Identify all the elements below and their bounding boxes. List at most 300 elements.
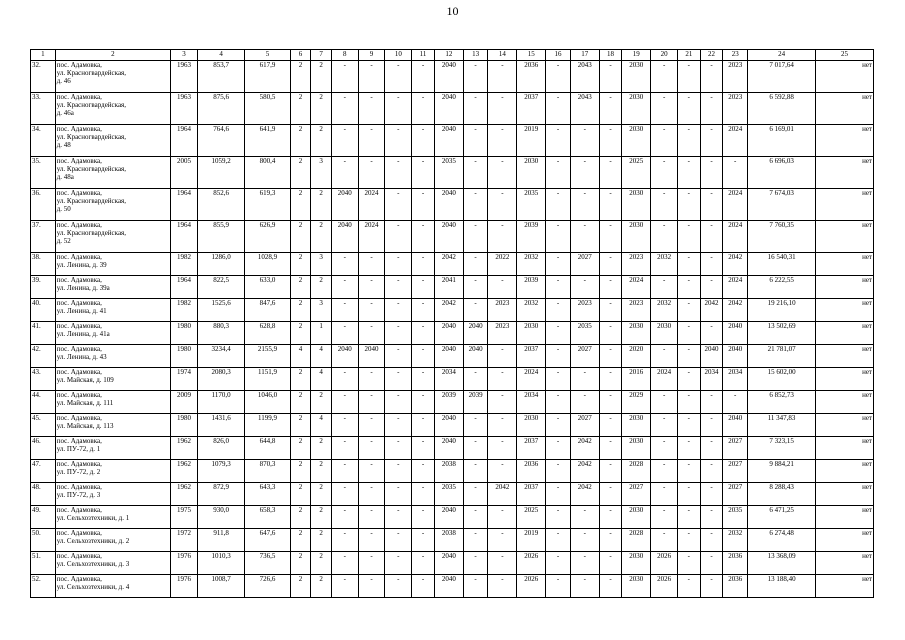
value-cell: - <box>412 125 435 157</box>
value-cell: - <box>546 552 571 575</box>
value-cell: 2040 <box>434 345 463 368</box>
value-cell: нет <box>816 189 874 221</box>
value-cell: 2024 <box>723 221 748 253</box>
value-cell: - <box>546 189 571 221</box>
value-cell: - <box>700 61 723 93</box>
column-number: 13 <box>463 50 488 61</box>
table-row <box>31 299 874 322</box>
value-cell: - <box>570 125 599 157</box>
value-cell: - <box>331 575 358 598</box>
value-cell: - <box>412 253 435 276</box>
value-cell: 2042 <box>570 460 599 483</box>
value-cell: - <box>463 276 488 299</box>
value-cell: - <box>546 437 571 460</box>
value-cell: - <box>412 157 435 189</box>
value-cell: 764,6 <box>197 125 244 157</box>
value-cell: - <box>700 221 723 253</box>
value-cell: - <box>599 299 622 322</box>
value-cell: 2030 <box>622 189 651 221</box>
value-cell: - <box>463 157 488 189</box>
address-line: ул. Сельхозтехники, д. 2 <box>56 537 130 545</box>
value-cell: - <box>546 253 571 276</box>
value-cell: 2 <box>311 391 332 414</box>
value-cell: - <box>331 391 358 414</box>
value-cell: 2 <box>290 575 311 598</box>
value-cell: - <box>678 322 701 345</box>
address-line: пос. Адамовка, <box>56 368 102 376</box>
value-cell: - <box>678 368 701 391</box>
value-cell: нет <box>816 93 874 125</box>
value-cell: 2040 <box>358 345 385 368</box>
value-cell: нет <box>816 552 874 575</box>
address-line: пос. Адамовка, <box>56 391 102 399</box>
value-cell: 2009 <box>171 391 198 414</box>
value-cell: - <box>412 529 435 552</box>
value-cell: 2035 <box>434 483 463 506</box>
value-cell: - <box>488 552 517 575</box>
value-cell: 2027 <box>622 483 651 506</box>
table-row <box>31 529 874 552</box>
value-cell: - <box>599 575 622 598</box>
value-cell: нет <box>816 299 874 322</box>
value-cell: - <box>678 437 701 460</box>
value-cell: 2038 <box>434 460 463 483</box>
value-cell: 1976 <box>171 575 198 598</box>
value-cell: - <box>599 391 622 414</box>
column-number: 9 <box>358 50 385 61</box>
value-cell: 2027 <box>723 437 748 460</box>
address-line: д. 46 <box>56 77 71 85</box>
value-cell: 15 602,00 <box>748 368 816 391</box>
value-cell: 580,5 <box>245 93 290 125</box>
value-cell: 2037 <box>517 345 546 368</box>
value-cell: нет <box>816 483 874 506</box>
table-row <box>31 157 874 189</box>
row-number: 34. <box>31 125 56 157</box>
table-row <box>31 322 874 345</box>
value-cell: 2040 <box>434 437 463 460</box>
value-cell: 1964 <box>171 189 198 221</box>
table-row <box>31 506 874 529</box>
value-cell: 2030 <box>517 414 546 437</box>
value-cell: - <box>463 506 488 529</box>
value-cell: 1199,9 <box>245 414 290 437</box>
value-cell: 2 <box>290 253 311 276</box>
value-cell: - <box>488 61 517 93</box>
value-cell: 2040 <box>434 125 463 157</box>
value-cell: 2030 <box>622 552 651 575</box>
value-cell: - <box>678 414 701 437</box>
value-cell: 2032 <box>651 253 678 276</box>
address-line: ул. Красногвардейская, <box>56 165 127 173</box>
value-cell: - <box>678 345 701 368</box>
value-cell: 2 <box>290 552 311 575</box>
value-cell: - <box>546 221 571 253</box>
value-cell: - <box>331 253 358 276</box>
value-cell: - <box>358 460 385 483</box>
value-cell: нет <box>816 414 874 437</box>
value-cell: 2027 <box>723 460 748 483</box>
value-cell: 2 <box>311 529 332 552</box>
value-cell: нет <box>816 437 874 460</box>
value-cell: 13 368,09 <box>748 552 816 575</box>
value-cell: 2032 <box>723 529 748 552</box>
value-cell: 2028 <box>622 529 651 552</box>
value-cell: - <box>599 552 622 575</box>
value-cell: 619,3 <box>245 189 290 221</box>
row-number: 39. <box>31 276 56 299</box>
column-number: 10 <box>385 50 412 61</box>
value-cell: - <box>599 221 622 253</box>
column-number: 7 <box>311 50 332 61</box>
value-cell: - <box>651 506 678 529</box>
row-number: 52. <box>31 575 56 598</box>
value-cell: 2030 <box>622 93 651 125</box>
value-cell: 2026 <box>651 575 678 598</box>
value-cell: 2 <box>290 276 311 299</box>
row-number: 40. <box>31 299 56 322</box>
value-cell: 2024 <box>358 221 385 253</box>
value-cell: 6 169,01 <box>748 125 816 157</box>
column-number: 14 <box>488 50 517 61</box>
value-cell: - <box>412 299 435 322</box>
value-cell: 2040 <box>434 189 463 221</box>
table-row <box>31 460 874 483</box>
value-cell: 2016 <box>622 368 651 391</box>
value-cell: - <box>570 221 599 253</box>
value-cell: - <box>700 125 723 157</box>
value-cell: 2040 <box>700 345 723 368</box>
value-cell: 2080,3 <box>197 368 244 391</box>
value-cell: 2023 <box>570 299 599 322</box>
row-number: 42. <box>31 345 56 368</box>
value-cell: 2040 <box>463 345 488 368</box>
column-number: 19 <box>622 50 651 61</box>
address-line: пос. Адамовка, <box>56 157 102 165</box>
value-cell: 2 <box>311 221 332 253</box>
value-cell: - <box>488 276 517 299</box>
value-cell: 875,6 <box>197 93 244 125</box>
value-cell: 8 288,43 <box>748 483 816 506</box>
value-cell: 6 222,55 <box>748 276 816 299</box>
address-line: пос. Адамовка, <box>56 93 102 101</box>
value-cell: - <box>488 93 517 125</box>
value-cell: - <box>385 299 412 322</box>
value-cell: - <box>700 552 723 575</box>
value-cell: 3 <box>311 253 332 276</box>
address-cell <box>55 189 170 221</box>
value-cell: 2023 <box>622 299 651 322</box>
value-cell: нет <box>816 125 874 157</box>
value-cell: 2042 <box>434 253 463 276</box>
value-cell: 3 <box>311 157 332 189</box>
value-cell: - <box>599 460 622 483</box>
column-number: 21 <box>678 50 701 61</box>
value-cell: - <box>599 125 622 157</box>
value-cell: нет <box>816 221 874 253</box>
value-cell: - <box>488 414 517 437</box>
address-line: пос. Адамовка, <box>56 483 102 491</box>
value-cell: 1980 <box>171 322 198 345</box>
value-cell: - <box>331 368 358 391</box>
value-cell: - <box>385 61 412 93</box>
value-cell: 2020 <box>622 345 651 368</box>
value-cell: - <box>678 299 701 322</box>
address-line: ул. Ленина, д. 43 <box>56 353 107 361</box>
row-number: 38. <box>31 253 56 276</box>
address-line: ул. Красногвардейская, <box>56 101 127 109</box>
value-cell: - <box>331 483 358 506</box>
value-cell: 2032 <box>651 299 678 322</box>
value-cell: 7 323,15 <box>748 437 816 460</box>
row-number: 35. <box>31 157 56 189</box>
value-cell: - <box>331 276 358 299</box>
value-cell: 1964 <box>171 221 198 253</box>
value-cell: - <box>651 529 678 552</box>
value-cell: - <box>651 414 678 437</box>
value-cell: 1982 <box>171 299 198 322</box>
value-cell: - <box>678 506 701 529</box>
value-cell: 2030 <box>622 506 651 529</box>
column-number: 11 <box>412 50 435 61</box>
table-row <box>31 437 874 460</box>
value-cell: - <box>463 414 488 437</box>
value-cell: 633,0 <box>245 276 290 299</box>
value-cell: нет <box>816 157 874 189</box>
value-cell: - <box>331 61 358 93</box>
value-cell: 2034 <box>517 391 546 414</box>
value-cell: 1963 <box>171 61 198 93</box>
value-cell: 6 592,88 <box>748 93 816 125</box>
value-cell: 2040 <box>331 189 358 221</box>
value-cell: 1962 <box>171 437 198 460</box>
value-cell: нет <box>816 253 874 276</box>
address-line: д. 50 <box>56 205 71 213</box>
value-cell: - <box>385 391 412 414</box>
address-cell <box>55 221 170 253</box>
value-cell: 2042 <box>488 483 517 506</box>
value-cell: - <box>385 575 412 598</box>
value-cell: - <box>385 221 412 253</box>
address-cell <box>55 529 170 552</box>
value-cell: 2026 <box>517 575 546 598</box>
value-cell: 2037 <box>517 437 546 460</box>
value-cell: 2 <box>311 125 332 157</box>
column-number: 17 <box>570 50 599 61</box>
value-cell: 1170,0 <box>197 391 244 414</box>
value-cell: 2042 <box>700 299 723 322</box>
value-cell: нет <box>816 575 874 598</box>
value-cell: - <box>678 552 701 575</box>
value-cell: 2026 <box>517 552 546 575</box>
value-cell: 2035 <box>434 157 463 189</box>
value-cell: - <box>488 189 517 221</box>
address-cell <box>55 391 170 414</box>
value-cell: - <box>723 157 748 189</box>
value-cell: - <box>463 299 488 322</box>
value-cell: - <box>463 437 488 460</box>
column-number-row <box>31 50 874 61</box>
value-cell: 852,6 <box>197 189 244 221</box>
value-cell: - <box>358 483 385 506</box>
value-cell: 1964 <box>171 276 198 299</box>
value-cell: 870,3 <box>245 460 290 483</box>
address-line: д. 46а <box>56 109 74 117</box>
value-cell: - <box>700 93 723 125</box>
address-line: ул. Красногвардейская, <box>56 197 127 205</box>
value-cell: 2 <box>311 460 332 483</box>
value-cell: - <box>488 157 517 189</box>
value-cell: 6 696,03 <box>748 157 816 189</box>
value-cell: 2 <box>311 575 332 598</box>
value-cell: - <box>385 552 412 575</box>
value-cell: - <box>412 345 435 368</box>
table-row <box>31 391 874 414</box>
table-row <box>31 253 874 276</box>
value-cell: - <box>412 414 435 437</box>
value-cell: 2 <box>290 391 311 414</box>
value-cell: 2043 <box>570 93 599 125</box>
value-cell: - <box>463 125 488 157</box>
table-row <box>31 93 874 125</box>
row-number: 51. <box>31 552 56 575</box>
address-cell <box>55 552 170 575</box>
value-cell: - <box>331 125 358 157</box>
table-row <box>31 552 874 575</box>
value-cell: 2019 <box>517 125 546 157</box>
value-cell: - <box>678 391 701 414</box>
value-cell: 2040 <box>331 221 358 253</box>
value-cell: 2 <box>290 506 311 529</box>
value-cell: 1286,0 <box>197 253 244 276</box>
value-cell: - <box>700 414 723 437</box>
row-number: 49. <box>31 506 56 529</box>
value-cell: нет <box>816 368 874 391</box>
address-line: ул. Майская, д. 113 <box>56 422 114 430</box>
page-number: 10 <box>446 4 459 18</box>
value-cell: 2040 <box>434 414 463 437</box>
value-cell: 2 <box>290 189 311 221</box>
table-row <box>31 345 874 368</box>
column-number: 5 <box>245 50 290 61</box>
value-cell: 2030 <box>517 157 546 189</box>
value-cell: 1028,9 <box>245 253 290 276</box>
column-number: 6 <box>290 50 311 61</box>
address-line: ул. Сельхозтехники, д. 4 <box>56 583 130 591</box>
row-number: 48. <box>31 483 56 506</box>
address-cell <box>55 437 170 460</box>
value-cell: - <box>331 506 358 529</box>
value-cell: - <box>358 552 385 575</box>
value-cell: - <box>488 125 517 157</box>
value-cell: - <box>700 276 723 299</box>
value-cell: 2 <box>290 322 311 345</box>
value-cell: - <box>412 93 435 125</box>
value-cell: 647,6 <box>245 529 290 552</box>
value-cell: - <box>599 414 622 437</box>
value-cell: 2030 <box>622 322 651 345</box>
address-line: пос. Адамовка, <box>56 437 102 445</box>
address-cell <box>55 483 170 506</box>
value-cell: 2 <box>311 552 332 575</box>
value-cell: 2040 <box>331 345 358 368</box>
value-cell: 1964 <box>171 125 198 157</box>
value-cell: 2030 <box>651 322 678 345</box>
value-cell: 2036 <box>723 552 748 575</box>
value-cell: - <box>412 575 435 598</box>
value-cell: - <box>599 61 622 93</box>
value-cell: - <box>358 61 385 93</box>
value-cell: 2022 <box>488 253 517 276</box>
value-cell: - <box>488 460 517 483</box>
row-number: 50. <box>31 529 56 552</box>
value-cell: 2030 <box>622 61 651 93</box>
value-cell: - <box>385 157 412 189</box>
value-cell: - <box>678 93 701 125</box>
value-cell: 2040 <box>434 506 463 529</box>
value-cell: 2023 <box>723 61 748 93</box>
value-cell: - <box>385 345 412 368</box>
value-cell: 880,3 <box>197 322 244 345</box>
value-cell: - <box>546 322 571 345</box>
value-cell: 6 471,25 <box>748 506 816 529</box>
value-cell: - <box>331 529 358 552</box>
value-cell: 2005 <box>171 157 198 189</box>
value-cell: 2030 <box>517 322 546 345</box>
value-cell: - <box>331 322 358 345</box>
column-number: 15 <box>517 50 546 61</box>
value-cell: 617,9 <box>245 61 290 93</box>
value-cell: 2030 <box>622 125 651 157</box>
value-cell: - <box>570 189 599 221</box>
value-cell: 2040 <box>434 552 463 575</box>
address-line: ул. Сельхозтехники, д. 3 <box>56 560 130 568</box>
column-number: 22 <box>700 50 723 61</box>
value-cell: 626,9 <box>245 221 290 253</box>
value-cell: - <box>599 483 622 506</box>
value-cell: 2 <box>311 276 332 299</box>
table-row <box>31 575 874 598</box>
value-cell: - <box>412 437 435 460</box>
value-cell: 2039 <box>463 391 488 414</box>
value-cell: - <box>546 61 571 93</box>
value-cell: - <box>463 93 488 125</box>
value-cell: - <box>331 93 358 125</box>
row-number: 46. <box>31 437 56 460</box>
address-cell <box>55 276 170 299</box>
address-cell <box>55 506 170 529</box>
value-cell: 911,8 <box>197 529 244 552</box>
value-cell: нет <box>816 506 874 529</box>
value-cell: - <box>651 391 678 414</box>
value-cell: 2027 <box>570 345 599 368</box>
value-cell: 2032 <box>517 299 546 322</box>
value-cell: - <box>678 529 701 552</box>
value-cell: - <box>385 483 412 506</box>
value-cell: - <box>385 253 412 276</box>
value-cell: - <box>599 437 622 460</box>
address-line: д. 48 <box>56 141 71 149</box>
value-cell: 2040 <box>434 575 463 598</box>
address-line: пос. Адамовка, <box>56 61 102 69</box>
table-row <box>31 221 874 253</box>
value-cell: 2030 <box>622 221 651 253</box>
value-cell: - <box>488 391 517 414</box>
value-cell: 2042 <box>570 437 599 460</box>
value-cell: - <box>488 529 517 552</box>
value-cell: - <box>651 189 678 221</box>
value-cell: 2039 <box>434 391 463 414</box>
